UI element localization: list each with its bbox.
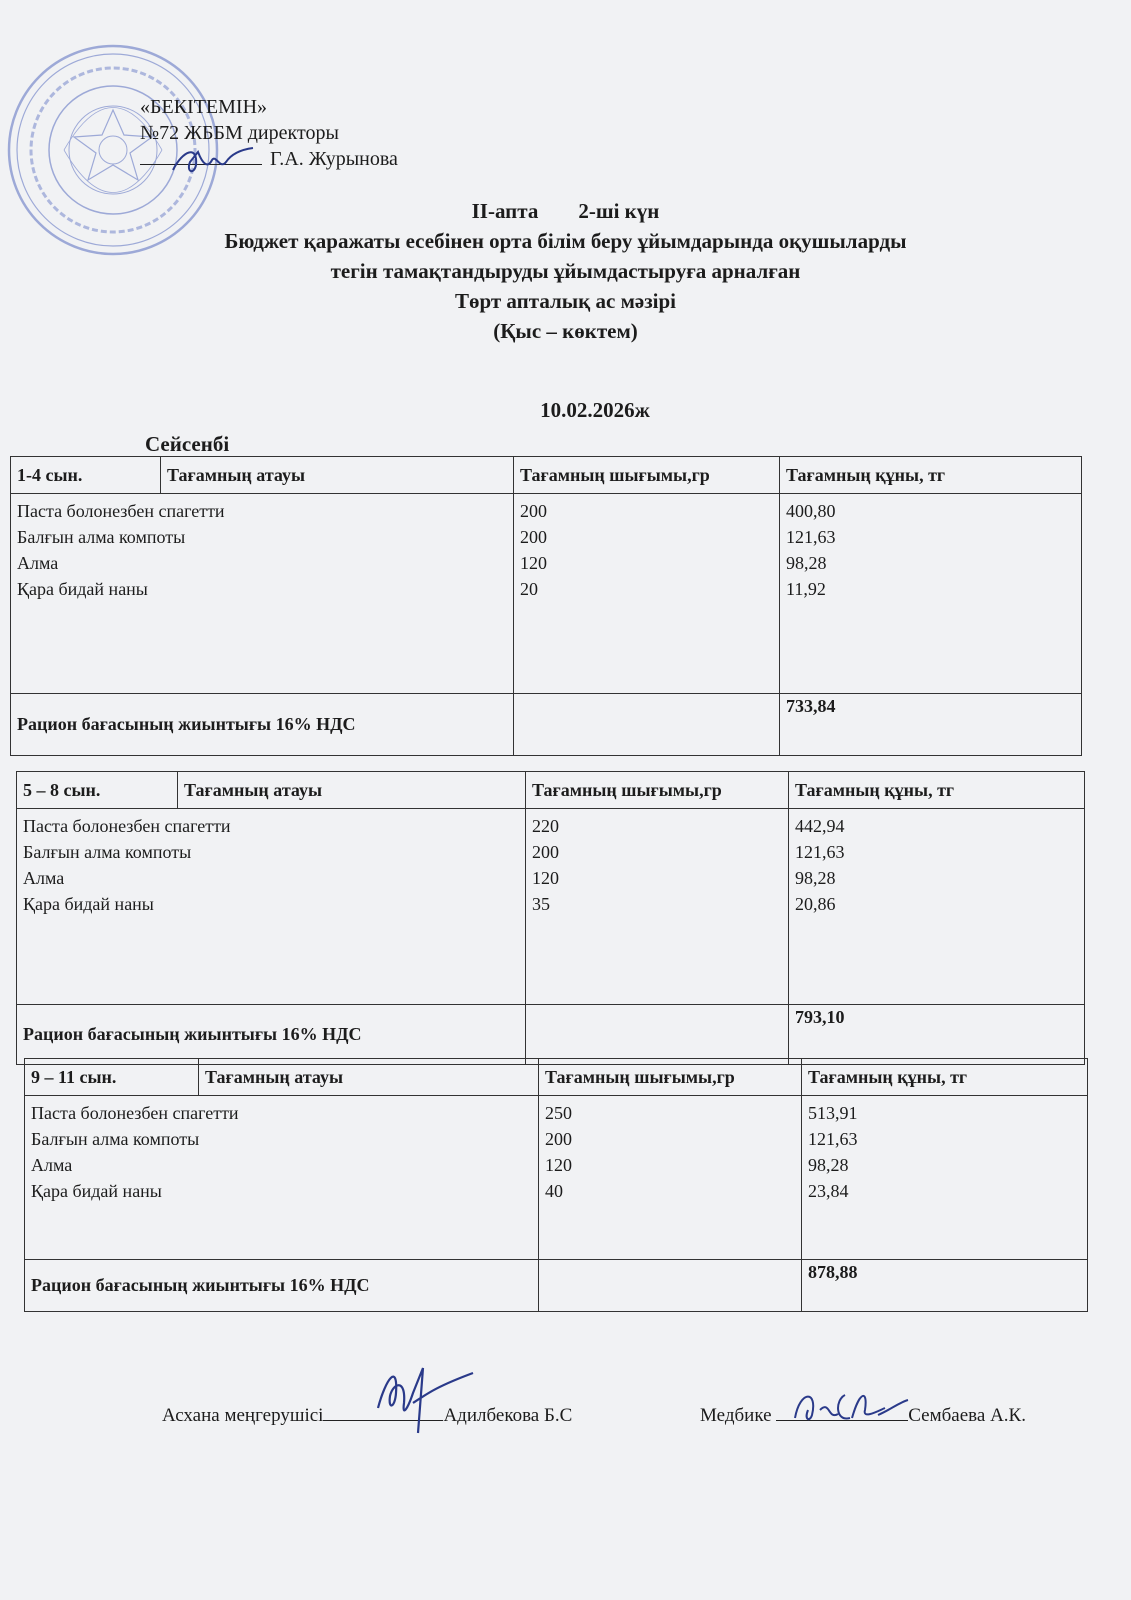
dish-name: Паста болонезбен спагетти	[31, 1103, 239, 1123]
dish-name: Паста болонезбен спагетти	[17, 501, 225, 521]
table-header-row	[25, 1059, 1088, 1096]
dish-yield: 250	[545, 1103, 572, 1123]
season: (Қыс – көктем)	[493, 319, 638, 343]
col-dish-name: Тағамның атауы	[161, 457, 514, 494]
dish-list	[11, 494, 514, 694]
week-day-line	[0, 196, 1131, 226]
dish-price: 11,92	[786, 579, 826, 599]
dish-price: 98,28	[786, 553, 827, 573]
director-name: Г.А. Журынова	[270, 148, 398, 170]
dish-yield: 20	[520, 579, 538, 599]
dish-list	[25, 1096, 539, 1260]
dish-price: 98,28	[795, 868, 836, 888]
grade-label: 5 – 8 сын.	[17, 772, 178, 809]
dish-name: Қара бидай наны	[17, 579, 148, 599]
col-price: Тағамның құны, тг	[780, 457, 1082, 494]
table-total-row	[11, 694, 1082, 756]
col-yield: Тағамның шығымы,гр	[526, 772, 789, 809]
total-empty-cell	[526, 1005, 789, 1065]
nurse-name: Сембаева А.К.	[908, 1405, 1026, 1426]
dish-yield: 120	[532, 868, 559, 888]
table-header-row	[17, 772, 1085, 809]
dish-yield: 200	[532, 842, 559, 862]
price-list	[789, 809, 1085, 1005]
dish-name: Балғын алма компоты	[23, 842, 192, 862]
approval-position: №72 ЖББМ директоры	[140, 122, 339, 144]
nurse-title: Медбике	[700, 1405, 772, 1426]
dish-yield: 200	[520, 501, 547, 521]
title-line-1: Бюджет қаражаты есебінен орта білім беру ұйымдарында оқушыларды	[224, 229, 907, 253]
col-yield: Тағамның шығымы,гр	[539, 1059, 802, 1096]
yield-list	[539, 1096, 802, 1260]
dish-price: 23,84	[808, 1181, 849, 1201]
total-empty-cell	[514, 694, 780, 756]
dish-yield: 120	[545, 1155, 572, 1175]
col-price: Тағамның құны, тг	[789, 772, 1085, 809]
yield-list	[526, 809, 789, 1005]
table-items-row	[17, 809, 1085, 1005]
col-dish-name: Тағамның атауы	[199, 1059, 539, 1096]
total-label: Рацион бағасының жиынтығы 16% НДС	[17, 1005, 526, 1065]
dish-price: 121,63	[786, 527, 836, 547]
table-items-row	[11, 494, 1082, 694]
menu-table-grade-5-8	[16, 771, 1085, 1065]
dish-name: Алма	[23, 868, 65, 888]
dish-yield: 40	[545, 1181, 563, 1201]
grade-label: 9 – 11 сын.	[25, 1059, 199, 1096]
dish-yield: 120	[520, 553, 547, 573]
dish-price: 20,86	[795, 894, 836, 914]
nurse-signature	[790, 1380, 910, 1430]
dish-price: 442,94	[795, 816, 845, 836]
total-label: Рацион бағасының жиынтығы 16% НДС	[11, 694, 514, 756]
director-signature	[168, 140, 258, 185]
col-dish-name: Тағамның атауы	[178, 772, 526, 809]
dish-price: 121,63	[808, 1129, 858, 1149]
title-line-2: тегін тамақтандыруды ұйымдастыруға арналған	[330, 259, 801, 283]
document-header	[0, 196, 1131, 346]
dish-yield: 220	[532, 816, 559, 836]
table-total-row	[17, 1005, 1085, 1065]
dish-price: 513,91	[808, 1103, 858, 1123]
dish-name: Алма	[31, 1155, 73, 1175]
col-yield: Тағамның шығымы,гр	[514, 457, 780, 494]
price-list	[802, 1096, 1088, 1260]
dish-name: Балғын алма компоты	[17, 527, 186, 547]
title-line-3: Төрт апталық ас мәзірі	[454, 289, 677, 313]
grade-label: 1-4 сын.	[11, 457, 161, 494]
dish-yield: 35	[532, 894, 550, 914]
table-header-row	[11, 457, 1082, 494]
total-value: 793,10	[789, 1005, 1085, 1065]
dish-yield: 200	[520, 527, 547, 547]
approval-heading: «БЕКІТЕМІН»	[140, 96, 268, 118]
dish-name: Қара бидай наны	[31, 1181, 162, 1201]
dish-price: 400,80	[786, 501, 836, 521]
menu-date: 10.02.2026ж	[540, 398, 650, 422]
total-label: Рацион бағасының жиынтығы 16% НДС	[25, 1260, 539, 1312]
dish-name: Паста болонезбен спагетти	[23, 816, 231, 836]
weekday: Сейсенбі	[145, 432, 230, 456]
kitchen-manager-title: Асхана меңгерушісі	[162, 1405, 324, 1426]
dish-price: 121,63	[795, 842, 845, 862]
total-value: 733,84	[780, 694, 1082, 756]
dish-list	[17, 809, 526, 1005]
price-list	[780, 494, 1082, 694]
menu-table-grade-9-11	[24, 1058, 1088, 1312]
table-items-row	[25, 1096, 1088, 1260]
dish-name: Алма	[17, 553, 59, 573]
col-price: Тағамның құны, тг	[802, 1059, 1088, 1096]
total-value: 878,88	[802, 1260, 1088, 1312]
table-total-row	[25, 1260, 1088, 1312]
kitchen-manager-signature	[368, 1348, 483, 1448]
yield-list	[514, 494, 780, 694]
dish-name: Қара бидай наны	[23, 894, 154, 914]
menu-table-grade-1-4	[10, 456, 1082, 756]
week-number: II-апта	[471, 199, 539, 223]
dish-yield: 200	[545, 1129, 572, 1149]
dish-price: 98,28	[808, 1155, 849, 1175]
total-empty-cell	[539, 1260, 802, 1312]
day-number: 2-ші күн	[578, 199, 660, 223]
dish-name: Балғын алма компоты	[31, 1129, 200, 1149]
kitchen-manager-name: Адилбекова Б.С	[443, 1405, 573, 1426]
